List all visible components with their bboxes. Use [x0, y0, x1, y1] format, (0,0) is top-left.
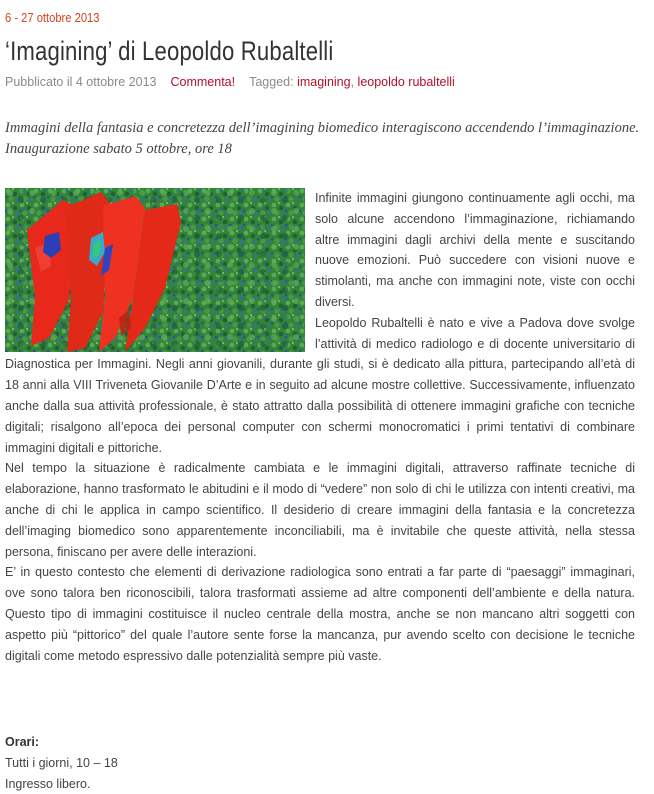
entry-info: Ingresso libero. — [5, 776, 91, 791]
tag-separator: , — [350, 75, 358, 89]
post-title[interactable]: ‘Imagining’ di Leopoldo Rubaltelli — [5, 36, 334, 66]
body-paragraph: Nel tempo la situazione è radicalmente cambiata e le immagini digitali, attraverso raffinate tecniche di elaborazione, hanno trasformato le abitudini e il modo di “vedere” non solo di chi le utilizza con intenti creativi, ma anche di chi le applica in campo scientifico. Il desiderio di creare immagini della fantasia e la concretezza dell’imaging biomedico sono apparentemente inconciliabili, ma è invitabile che queste attività, nella stessa persona, finiscano per avere delle interazioni. — [5, 461, 635, 559]
post-body — [5, 188, 635, 666]
opening-hours — [5, 732, 118, 794]
lead-line: Immagini della fantasia e concretezza dell’imagining biomedico interagiscono accendendo l’immaginazione. — [5, 120, 640, 136]
hours-line: Tutti i giorni, 10 – 18 — [5, 755, 118, 770]
comment-link[interactable]: Commenta! — [170, 75, 236, 89]
hours-heading: Orari: — [5, 735, 40, 749]
tag-link-leopoldo-rubaltelli[interactable]: leopoldo rubaltelli — [357, 75, 455, 89]
body-paragraph: Leopoldo Rubaltelli è nato e vive a Padova dove svolge l’attività di medico radiologo e di docente universitario di Diagnostica per Immagini. Negli anni giovanili, durante gli studi, si è dedicato alla pittura, partecipando all’età di 18 anni alla VIII Triveneta Giovanile D’Arte e in seguito ad alcune mostre collettive. Successivamente, influenzato anche dalla sua attività professionale, è stato attratto dalla possibilità di ottenere immagini grafiche con tecniche digitali; risalgono all’epoca dei personal computer con schermi monocromatici i primi tentativi di combinare immagini digitali e pittoriche. — [5, 315, 635, 455]
post-date-range: 6 - 27 ottobre 2013 — [5, 10, 100, 25]
post-lead — [5, 118, 645, 160]
published-date: Pubblicato il 4 ottobre 2013 — [5, 75, 157, 89]
body-paragraph: E’ in questo contesto che elementi di derivazione radiologica sono entrati a far parte di “paesaggi” immaginari, ove sono talora ben riconoscibili, talora trasformati assieme ad altre componenti dell’ambiente e della natura. Questo tipo di immagini costituisce il nucleo centrale della mostra, anche se non mancano altri soggetti con aspetto più “pittorico” del quale l’autore sente forse la mancanza, pur avendo scelto con decisione le tecniche digitali come metodo espressivo dalle potenzialità sempre più vaste. — [5, 565, 635, 663]
body-paragraph: Infinite immagini giungono continuamente agli occhi, ma solo alcune accendono l’immaginazione, richiamando altre immagini dagli archivi della mente e suscitando nuove emozioni. Può succedere con visioni nuove e stimolanti, ma anche con immagini note, viste con occhi diversi. — [315, 191, 635, 309]
post-meta — [5, 75, 455, 89]
artwork-image — [5, 188, 305, 352]
lead-line: Inaugurazione sabato 5 ottobre, ore 18 — [5, 141, 232, 157]
tagged-label: Tagged: — [249, 75, 294, 89]
tag-link-imagining[interactable]: imagining — [297, 75, 351, 89]
